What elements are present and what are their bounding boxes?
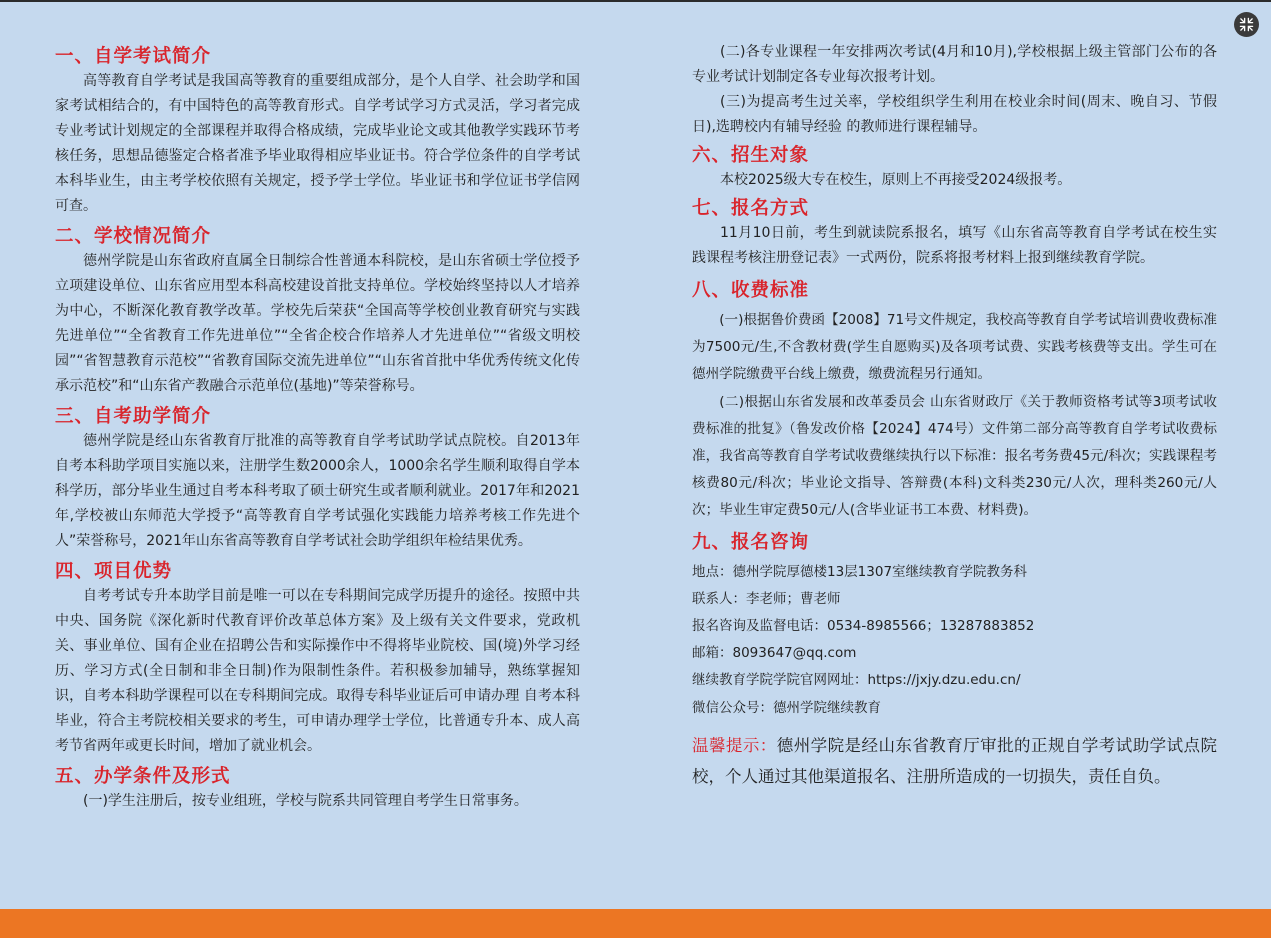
section-title-registration: 七、报名方式 — [692, 198, 810, 219]
paragraph-intro: 高等教育自学考试是我国高等教育的重要组成部分，是个人自学、社会助学和国家考试相结合的，有中国特色的高等教育形式。自学考试学习方式灵活，学习者完成专业考试计划规定的全部课程并取得合格成绩，完成毕业论文或其他教学实践环节考核任务，思想品德鉴定合格者准予毕业取得相应毕业证书。符合学位条件的自学考试本科毕业生，由主考学校依照有关规定，授予学士学位。毕业证书和学位证书学信网可查。 — [55, 73, 580, 214]
paragraph-registration: 11月10日前，考生到就读院系报名，填写《山东省高等教育自学考试在校生实践课程考核注册登记表》一式两份，院系将报考材料上报到继续教育学院。 — [692, 225, 1217, 266]
paragraph-fees-2: (二)根据山东省发展和改革委员会 山东省财政厅《关于教师资格考试等3项考试收费标准的批复》（鲁发改价格【2024】474号）文件第二部分高等教育自学考试收费标准，我省高等教育自学考试收费继续执行以下标准：报名考务费45元/科次；实践课程考核费80元/科次；毕业论文指导、答辩费(本科)文科类230元/人次，理科类260元/人次；毕业生审定费50元/人(含毕业证书工本费、材料费)。 — [692, 393, 1217, 519]
paragraph-advantage: 自考考试专升本助学目前是唯一可以在专科期间完成学历提升的途径。按照中共中央、国务院《深化新时代教育评价改革总体方案》及上级有关文件要求，党政机关、事业单位、国有企业在招聘公告和实际操作中不得将毕业院校、国(境)外学习经历、学习方式(全日制和非全日制)作为限制性条件。若积极参加辅导，熟练掌握知识，自考本科助学课程可以在专科期间完成。取得专科毕业证后可申请办理 自考本科毕业，符合主考院校相关要求的考生，可申请办理学士学位，比普通专升本、成人高考节省两年或更长时间，增加了就业机会。 — [55, 588, 580, 754]
fullscreen-exit-icon — [1239, 17, 1254, 32]
section-title-intro: 一、自学考试简介 — [55, 46, 212, 67]
consult-wechat: 微信公众号：德州学院继续教育 — [692, 699, 881, 716]
section-title-fees: 八、收费标准 — [692, 280, 810, 301]
consult-phone: 报名咨询及监督电话：0534-8985566；13287883852 — [692, 618, 1035, 635]
warm-tip-label: 温馨提示： — [692, 735, 777, 755]
consult-contact: 联系人：李老师；曹老师 — [692, 590, 841, 607]
warm-tip-text: 德州学院是经山东省教育厅审批的正规自学考试助学试点院校，个人通过其他渠道报名、注册所造成的一切损失，责任自负。 — [692, 735, 1217, 786]
paragraph-assist: 德州学院是经山东省教育厅批准的高等教育自学考试助学试点院校。自2013年自考本科助学项目实施以来，注册学生数2000余人，1000余名学生顺利取得自学本科学历，部分毕业生通过自考本科考取了硕士研究生或者顺利就业。2017年和2021年,学校被山东师范大学授予“高等教育自学考试强化实践能力培养考核工作先进个人”荣誉称号，2021年山东省高等教育自学考试社会助学组织年检结果优秀。 — [55, 433, 580, 549]
paragraph-conditions-1: (一)学生注册后，按专业组班，学校与院系共同管理自考学生日常事务。 — [83, 793, 528, 809]
paragraph-conditions-3: (三)为提高考生过关率，学校组织学生利用在校业余时间(周末、晚自习、节假日),选聘校内有辅导经验 的教师进行课程辅导。 — [692, 94, 1217, 135]
consult-address: 地点：德州学院厚德楼13层1307室继续教育学院教务科 — [692, 563, 1028, 580]
paragraph-school: 德州学院是山东省政府直属全日制综合性普通本科院校，是山东省硕士学位授予立项建设单位、山东省应用型本科高校建设首批支持单位。学校始终坚持以人才培养为中心，不断深化教育教学改革。学校先后荣获“全国高等学校创业教育研究与实践先进单位”“全省教育工作先进单位”“全省企校合作培养人才先进单位”“省级文明校园”“省智慧教育示范校”“省教育国际交流先进单位”“山东省首批中华优秀传统文化传承示范校”和“山东省产教融合示范单位(基地)”等荣誉称号。 — [55, 253, 580, 394]
paragraph-target: 本校2025级大专在校生，原则上不再接受2024级报考。 — [720, 172, 1072, 188]
right-column — [692, 40, 1217, 792]
section-title-school: 二、学校情况简介 — [55, 226, 212, 247]
consult-email: 邮箱：8093647@qq.com — [692, 645, 857, 662]
section-title-advantage: 四、项目优势 — [55, 561, 173, 582]
warm-tip — [692, 730, 1217, 792]
paragraph-conditions-2: (二)各专业课程一年安排两次考试(4月和10月),学校根据上级主管部门公布的各专业考试计划制定各专业每次报考计划。 — [692, 44, 1217, 85]
left-column — [55, 40, 580, 814]
consult-website: 继续教育学院学院官网网址：https://jxjy.dzu.edu.cn/ — [692, 672, 1021, 689]
fullscreen-exit-button[interactable] — [1234, 12, 1259, 37]
footer-bar — [0, 909, 1271, 938]
section-title-consult: 九、报名咨询 — [692, 531, 810, 553]
section-title-conditions: 五、办学条件及形式 — [55, 766, 231, 787]
section-title-assist: 三、自考助学简介 — [55, 406, 212, 427]
paragraph-fees-1: (一)根据鲁价费函【2008】71号文件规定，我校高等教育自学考试培训费收费标准为7500元/生,不含教材费(学生自愿购买)及各项考试费、实践考核费等支出。学生可在德州学院缴费平台线上缴费，缴费流程另行通知。 — [692, 312, 1217, 383]
top-border — [0, 0, 1271, 2]
section-title-target: 六、招生对象 — [692, 145, 810, 166]
